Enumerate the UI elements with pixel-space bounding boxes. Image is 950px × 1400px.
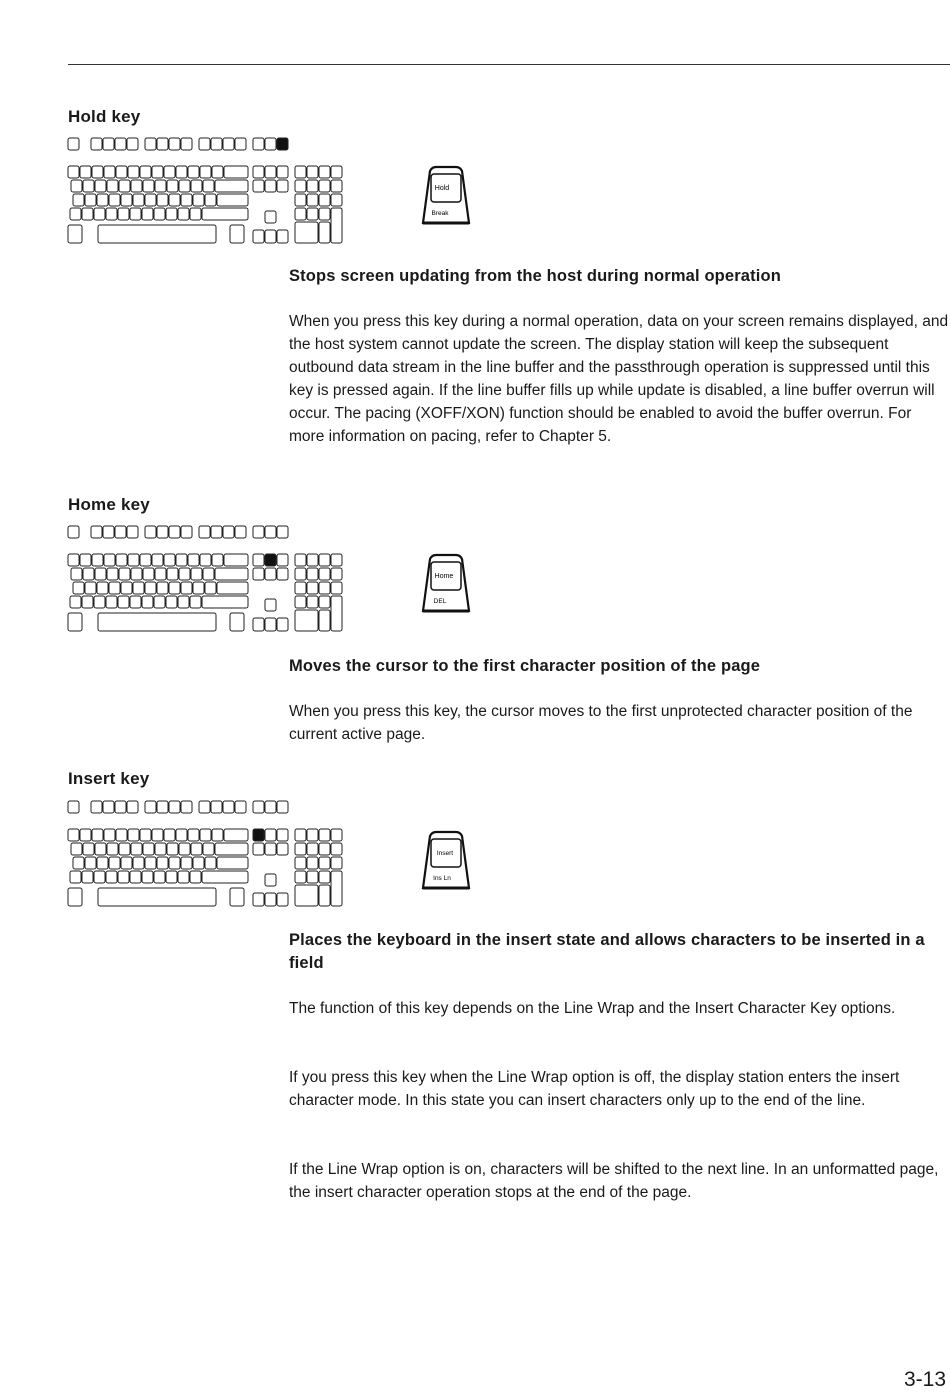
insert-keycap-top-label: Insert bbox=[436, 850, 454, 857]
home-key-description: When you press this key, the cursor moves to the first unprotected character position of the current active page. bbox=[289, 703, 913, 743]
hold-key-description: When you press this key during a normal operation, data on your screen remains displayed, and the host system cannot update the screen. The display station will keep the subsequent outbound data stream in the line buffer and the passthrough operation is suppressed until this key is pressed again. If the line buffer fills up while update is disabled, a line buffer overrun will occur. The pacing (XOFF/XON) function should be enabled to avoid the buffer overrun. For more information on pacing, refer to Chapter 5. bbox=[289, 313, 949, 445]
keyboard-diagram-home bbox=[65, 523, 350, 638]
keyboard-diagram-hold bbox=[65, 135, 350, 250]
insert-keycap-bottom-label: Ins Ln bbox=[433, 875, 451, 882]
home-keycap-icon bbox=[420, 553, 472, 620]
hold-key-title: Hold key bbox=[68, 107, 141, 126]
top-rule bbox=[68, 64, 950, 65]
page-number: 3-13 bbox=[903, 1368, 946, 1391]
home-key-heading: Moves the cursor to the first character position of the page bbox=[289, 657, 761, 675]
home-keycap-bottom-label: DEL bbox=[433, 598, 447, 605]
home-key-title: Home key bbox=[68, 495, 150, 514]
home-keycap-top-label: Home bbox=[434, 573, 454, 580]
insert-key-title: Insert key bbox=[68, 769, 150, 788]
insert-key-description-3: If the Line Wrap option is on, characters will be shifted to the next line. In an unformatted page, the insert character operation stops at the end of the page. bbox=[289, 1161, 939, 1201]
hold-keycap-icon bbox=[420, 165, 472, 232]
insert-key-heading: Places the keyboard in the insert state and allows characters to be inserted in a field bbox=[289, 931, 925, 972]
insert-key-description-2: If you press this key when the Line Wrap option is off, the display station enters the insert character mode. In this state you can insert characters only up to the end of the line. bbox=[289, 1069, 900, 1109]
hold-keycap-bottom-label: Break bbox=[431, 210, 449, 217]
keyboard-diagram-insert bbox=[65, 798, 350, 913]
insert-keycap-icon bbox=[420, 830, 472, 897]
hold-key-heading: Stops screen updating from the host during normal operation bbox=[289, 267, 781, 285]
hold-keycap-top-label: Hold bbox=[434, 185, 450, 192]
insert-key-description-1: The function of this key depends on the Line Wrap and the Insert Character Key options. bbox=[289, 1000, 896, 1017]
